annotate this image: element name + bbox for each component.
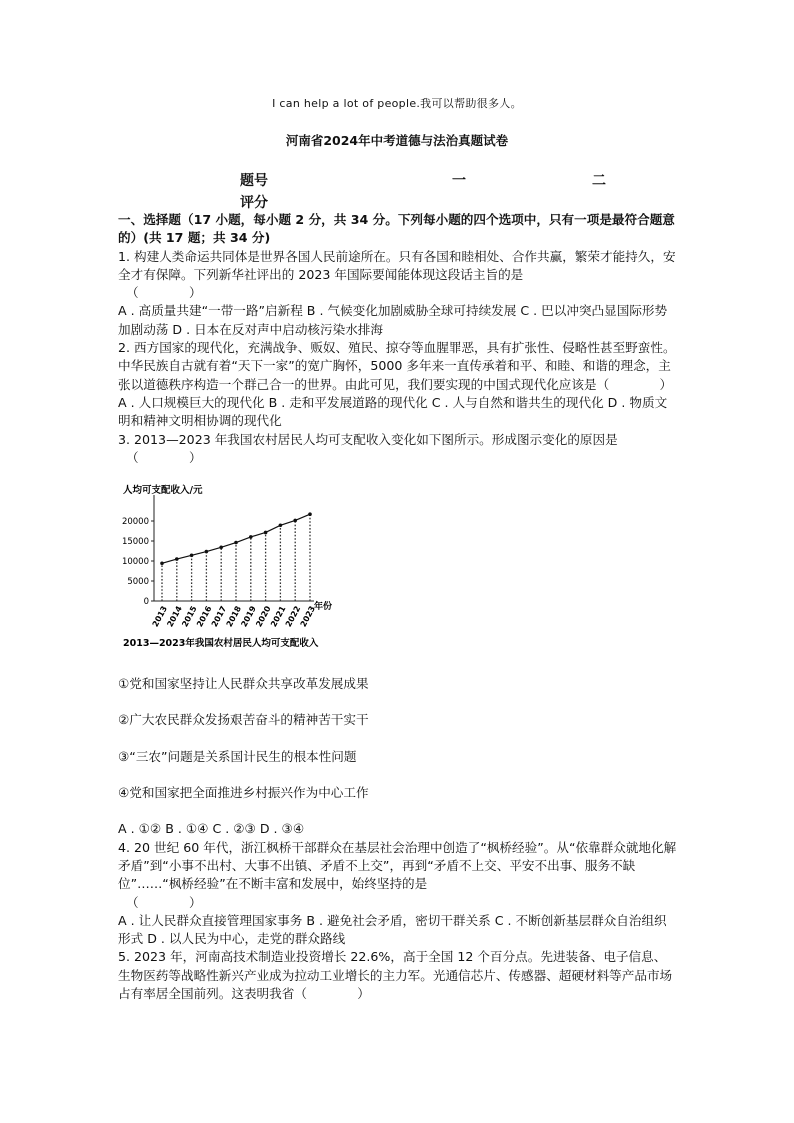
score-table (240, 170, 640, 214)
chart-x-tick-label: 2018 (224, 604, 244, 629)
chart-y-tick-label: 15000 (121, 537, 149, 548)
statement-item: ①党和国家坚持让人民群众共享改革发展成果 (118, 676, 369, 692)
chart-y-tick-label: 10000 (121, 557, 149, 568)
question-1-stem: 1. 构建人类命运共同体是世界各国人民前途所在。只有各国和睦相处、合作共赢，繁荣才能持久，安全才有保障。下列新华社评出的 2023 年国际要闻能体现这段话主旨的是 (118, 248, 676, 282)
chart-x-tick-label: 2014 (165, 604, 184, 629)
income-chart (118, 479, 348, 651)
chart-x-axis-label: 年份 (314, 602, 333, 613)
question-2-stem: 2. 西方国家的现代化，充满战争、贩奴、殖民、掠夺等血腥罪恶，具有扩张性、侵略性甚至野蛮性。中华民族自古就有着“天下一家”的宽广胸怀，5000 多年来一直传承着和平、和睦、和谐的理念，主张以道德秩序构造一个群己合一的世界。由此可见，我们要实现的中国式现代化应该是（ ） (118, 340, 676, 392)
chart-title: 2013—2023年我国农村居民人均可支配收入 (123, 638, 319, 650)
statement-item: ②广大农民群众发扬艰苦奋斗的精神苦干实干 (118, 712, 369, 728)
chart-x-tick-label: 2019 (239, 604, 258, 629)
chart-x-tick-label: 2022 (283, 604, 303, 629)
chart-y-axis-label: 人均可支配收入/元 (123, 485, 203, 497)
page-title: 河南省2024年中考道德与法治真题试卷 (285, 133, 509, 148)
question-1-answer-blank: （ ） (126, 285, 202, 301)
chart-y-tick-label: 20000 (121, 517, 149, 528)
statement-item: ④党和国家把全面推进乡村振兴作为中心工作 (118, 785, 369, 801)
chart-x-tick-label: 2015 (180, 604, 199, 629)
score-table-header-row (240, 170, 640, 192)
chart-x-tick-label: 2020 (254, 604, 273, 629)
question-4-options: A . 让人民群众直接管理国家事务 B . 避免社会矛盾，密切干群关系 C . 不断创新基层群众自治组织形式 D . 以人民为中心，走党的群众路线 (118, 912, 667, 947)
question-number-label: 题号 (240, 173, 268, 189)
score-label: 评分 (240, 195, 268, 211)
chart-y-tick-label: 5000 (127, 577, 149, 588)
question-4-stem: 4. 20 世纪 60 年代，浙江枫桥干部群众在基层社会治理中创造了“枫桥经验”。从“依靠群众就地化解矛盾”到“小事不出村、大事不出镇、矛盾不上交”，再到“矛盾不上交、平安不出事、服务不缺位”……“枫桥经验”在不断丰富和发展中，始终坚持的是 (118, 839, 677, 892)
question-3-stem: 3. 2013—2023 年我国农村居民人均可支配收入变化如下图所示。形成图示变化的原因是 (118, 431, 618, 447)
chart-x-tick-label: 2016 (195, 604, 214, 629)
chart-y-tick-label: 0 (143, 597, 149, 608)
column-one-label: 一 (452, 173, 466, 189)
question-5-stem: 5. 2023 年，河南高技术制造业投资增长 22.6%，高于全国 12 个百分点。先进装备、电子信息、生物医药等战略性新兴产业成为拉动工业增长的主力军。光通信芯片、传感器、超硬材料等产品市场占有率居全国前列。这表明我省（ ） (118, 949, 673, 1002)
column-two-label: 二 (592, 173, 606, 189)
chart-x-tick-label: 2017 (209, 604, 229, 629)
question-4-answer-blank: （ ） (126, 894, 202, 910)
chart-x-tick-label: 2021 (269, 604, 288, 629)
question-3-answer-blank: （ ） (126, 449, 202, 465)
section-heading: 一、选择题（17 小题，每小题 2 分，共 34 分。下列每小题的四个选项中，只有一项是最符合题意的）(共 17 题；共 34 分) (118, 212, 675, 246)
question-2-options: A . 人口规模巨大的现代化 B . 走和平发展道路的现代化 C . 人与自然和谐共生的现代化 D . 物质文明和精神文明相协调的现代化 (118, 394, 668, 429)
income-chart-svg (118, 479, 348, 651)
motto-text: I can help a lot of people.我可以帮助很多人。 (272, 97, 522, 110)
question-content (118, 211, 678, 1003)
question-3-options: A . ①② B . ①④ C . ②③ D . ③④ (118, 821, 305, 837)
chart-x-tick-label: 2023 (298, 604, 318, 629)
statement-item: ③“三农”问题是关系国计民生的根本性问题 (118, 748, 357, 764)
question-3-statements (118, 675, 678, 802)
chart-x-tick-label: 2013 (150, 604, 170, 629)
question-1-options: A . 高质量共建“一带一路”启新程 B . 气候变化加剧威胁全球可持续发展 C . 巴以冲突凸显国际形势加剧动荡 D . 日本在反对声中启动核污染水排海 (118, 303, 668, 337)
